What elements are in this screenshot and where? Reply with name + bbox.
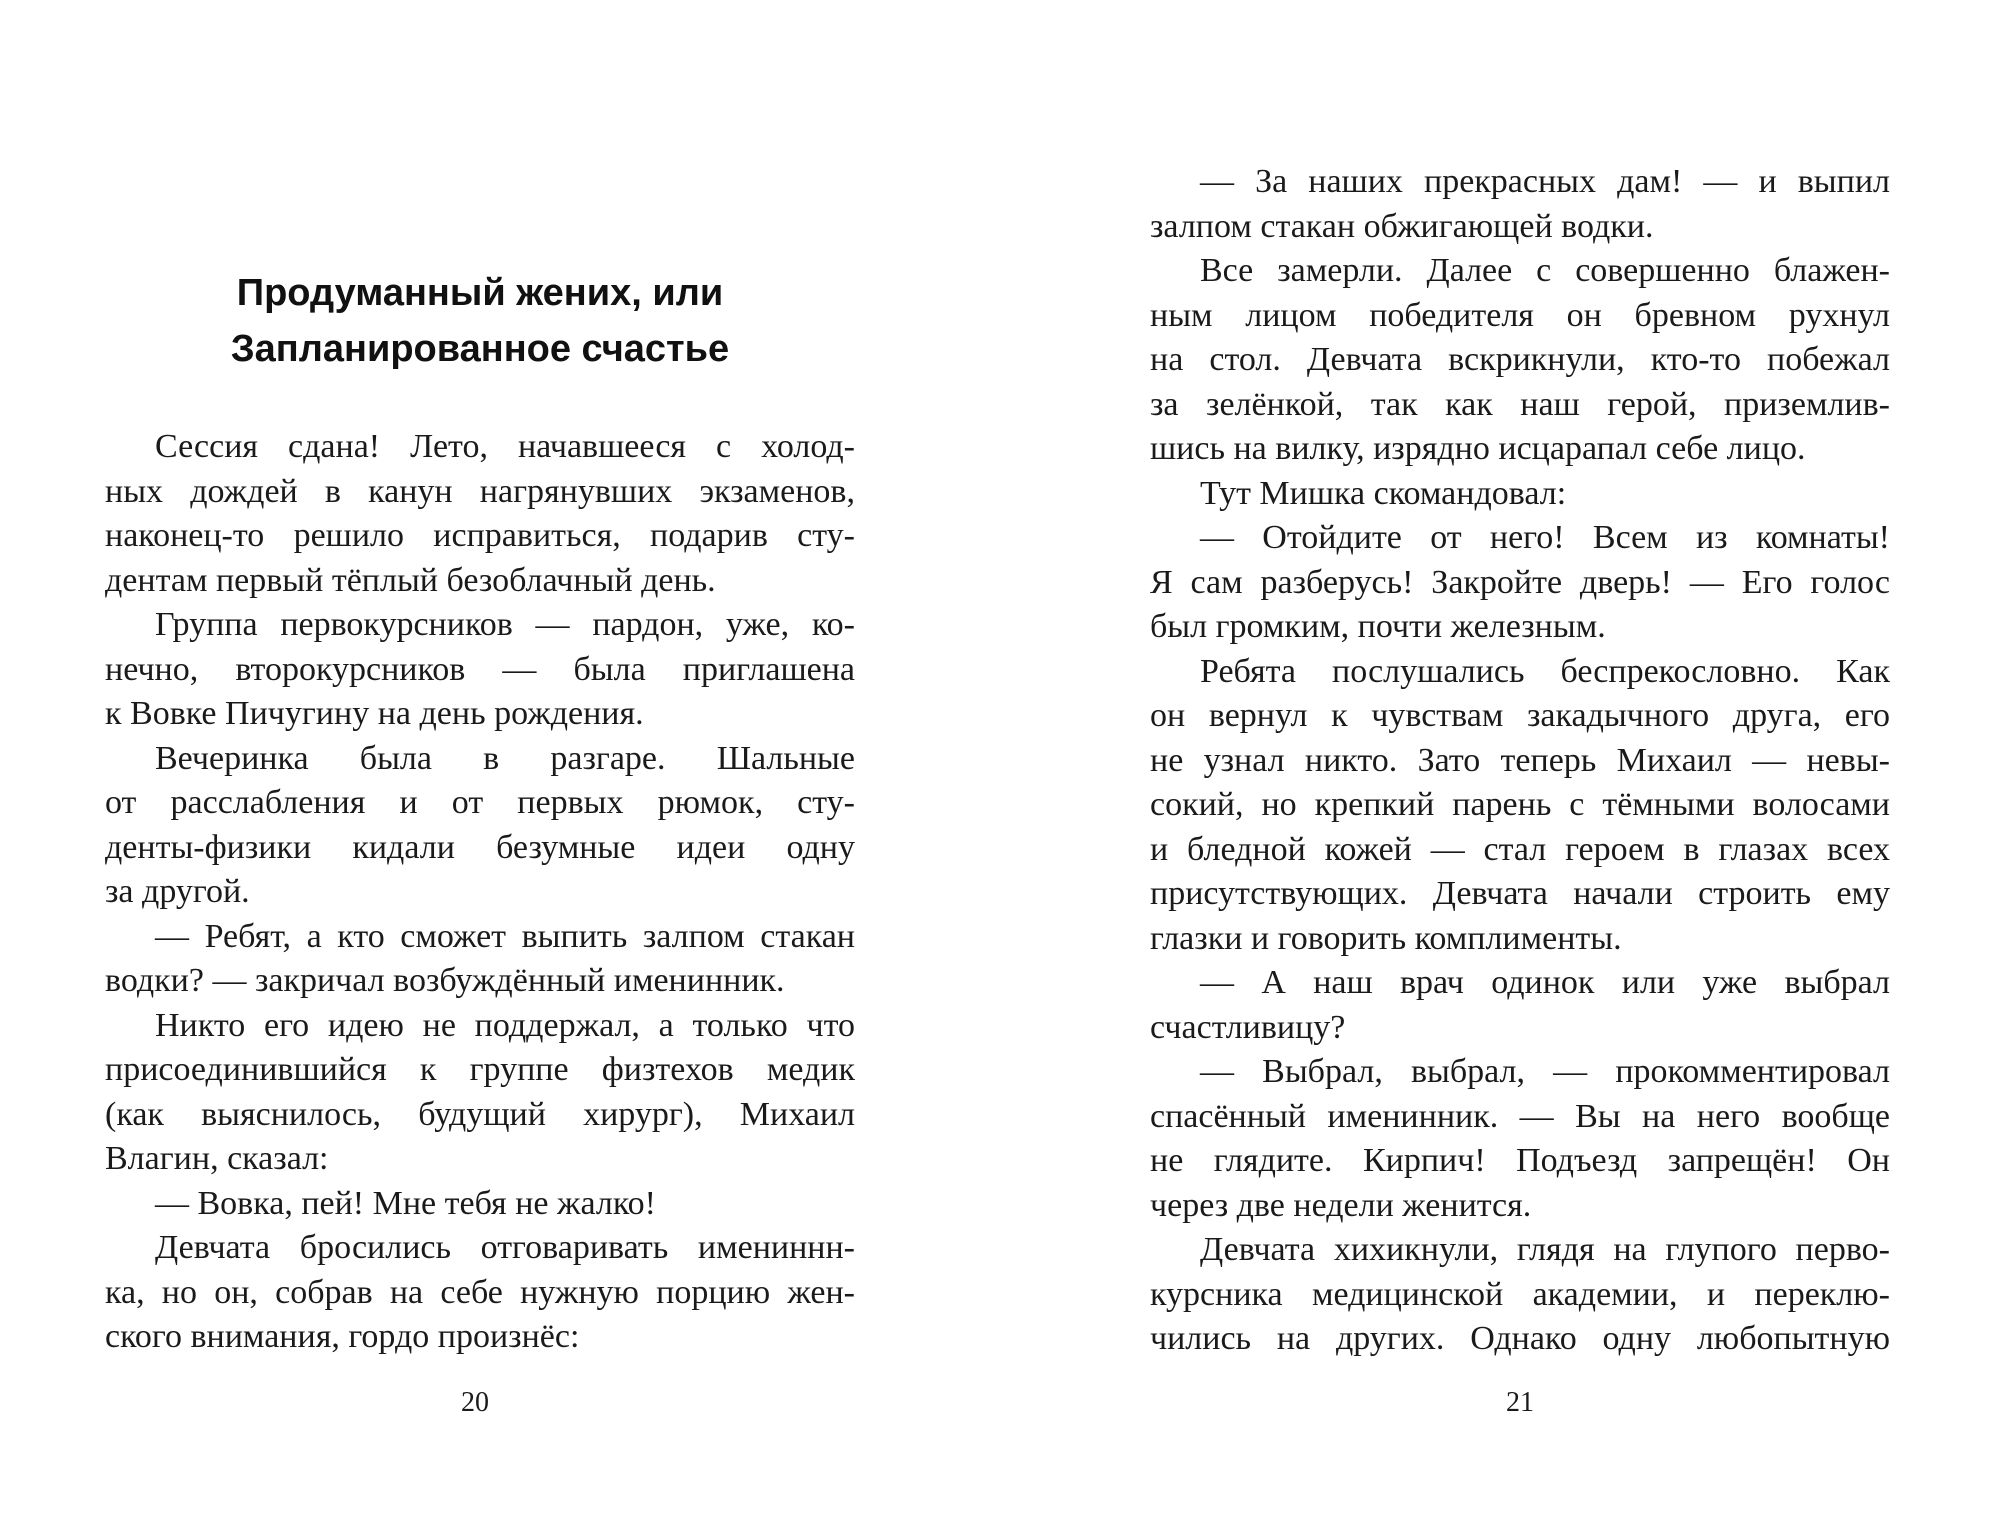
text-line: к Вовке Пичугину на день рождения. (105, 695, 644, 732)
text-line: ным лицом победителя он бревном рухнул (1150, 296, 1890, 334)
text-line: глазки и говорить комплименты. (1150, 919, 1622, 957)
text-line: Ребята послушались беспрекословно. Как (1200, 652, 1890, 690)
text-line: спасённый именинник. — Вы на него вообще (1150, 1097, 1890, 1135)
text-line: счастливицу? (1150, 1008, 1346, 1046)
text-line: сокий, но крепкий парень с тёмными волосами (1150, 786, 1890, 823)
text-line: нечно, второкурсников — была приглашена (105, 650, 855, 688)
page-number-right: 21 (1506, 1387, 1534, 1418)
text-line: водки? — закричал возбуждённый именинник. (105, 962, 785, 999)
text-line: был громким, почти железным. (1150, 608, 1606, 645)
text-line: Я сам разберусь! Закройте дверь! — Его голос (1150, 563, 1890, 601)
right-page (1150, 0, 1890, 1528)
text-line: Группа первокурсников — пардон, уже, ко- (155, 606, 855, 643)
page-number-left: 20 (461, 1387, 489, 1418)
text-line: не узнал никто. Зато теперь Михаил — невы- (1150, 741, 1890, 779)
text-line: Влагин, сказал: (105, 1140, 329, 1177)
text-line: — Отойдите от него! Всем из комнаты! (1200, 519, 1890, 556)
chapter-title-line: Запланированное счастье (230, 328, 730, 371)
text-line: присоединившийся к группе физтехов медик (105, 1051, 855, 1088)
text-line: курсника медицинской академии, и переклю- (1150, 1275, 1890, 1313)
text-line: — Вовка, пей! Мне тебя не жалко! (155, 1184, 656, 1222)
text-line: и бледной кожей — стал героем в глазах всех (1150, 830, 1890, 868)
text-line: Девчата хихикнули, глядя на глупого перво- (1200, 1231, 1890, 1268)
text-line: Все замерли. Далее с совершенно блажен- (1200, 252, 1890, 289)
text-line: ка, но он, собрав на себе нужную порцию жен- (105, 1273, 855, 1311)
text-line: Вечеринка была в разгаре. Шальные (155, 739, 855, 777)
text-line: — За наших прекрасных дам! — и выпил (1200, 163, 1890, 200)
text-line: залпом стакан обжигающей водки. (1150, 207, 1654, 245)
text-line: присутствующих. Девчата начали строить ему (1150, 875, 1890, 912)
left-page (105, 0, 855, 1528)
left-page-text (105, 425, 855, 1360)
text-line: на стол. Девчата вскрикнули, кто-то побежал (1150, 341, 1890, 378)
text-line: он вернул к чувствам закадычного друга, его (1150, 697, 1890, 734)
text-line: — Выбрал, выбрал, — прокомментировал (1200, 1053, 1890, 1090)
text-line: от расслабления и от первых рюмок, сту- (105, 784, 855, 821)
text-line: (как выяснилось, будущий хирург), Михаил (105, 1095, 855, 1133)
text-line: Сессия сдана! Лето, начавшееся с холод- (155, 428, 855, 465)
text-line: за другой. (105, 873, 250, 910)
text-line: Тут Мишка скомандовал: (1200, 474, 1567, 512)
text-line: чились на других. Однако одну любопытную (1150, 1320, 1890, 1357)
text-line: денты-физики кидали безумные идеи одну (105, 828, 855, 866)
text-line: ского внимания, гордо произнёс: (105, 1318, 580, 1355)
text-line: Девчата бросились отговаривать имениннн- (155, 1229, 855, 1266)
text-line: за зелёнкой, так как наш герой, приземлив- (1150, 385, 1890, 423)
text-line: через две недели женится. (1150, 1186, 1532, 1224)
right-page-text (1150, 160, 1890, 1362)
text-line: дентам первый тёплый безоблачный день. (105, 561, 716, 599)
text-line: Никто его идею не поддержал, а только что (155, 1006, 855, 1044)
text-line: — Ребят, а кто сможет выпить залпом стакан (155, 917, 855, 955)
text-line: наконец-то решило исправиться, подарив сту- (105, 517, 855, 554)
chapter-title-line: Продуманный жених, или (236, 272, 724, 315)
chapter-title (105, 265, 855, 377)
text-line: — А наш врач одинок или уже выбрал (1200, 964, 1890, 1001)
text-line: ных дождей в канун нагрянувших экзаменов, (105, 472, 855, 510)
text-line: не глядите. Кирпич! Подъезд запрещён! Он (1150, 1142, 1890, 1179)
text-line: шись на вилку, изрядно исцарапал себе лицо. (1150, 430, 1806, 467)
